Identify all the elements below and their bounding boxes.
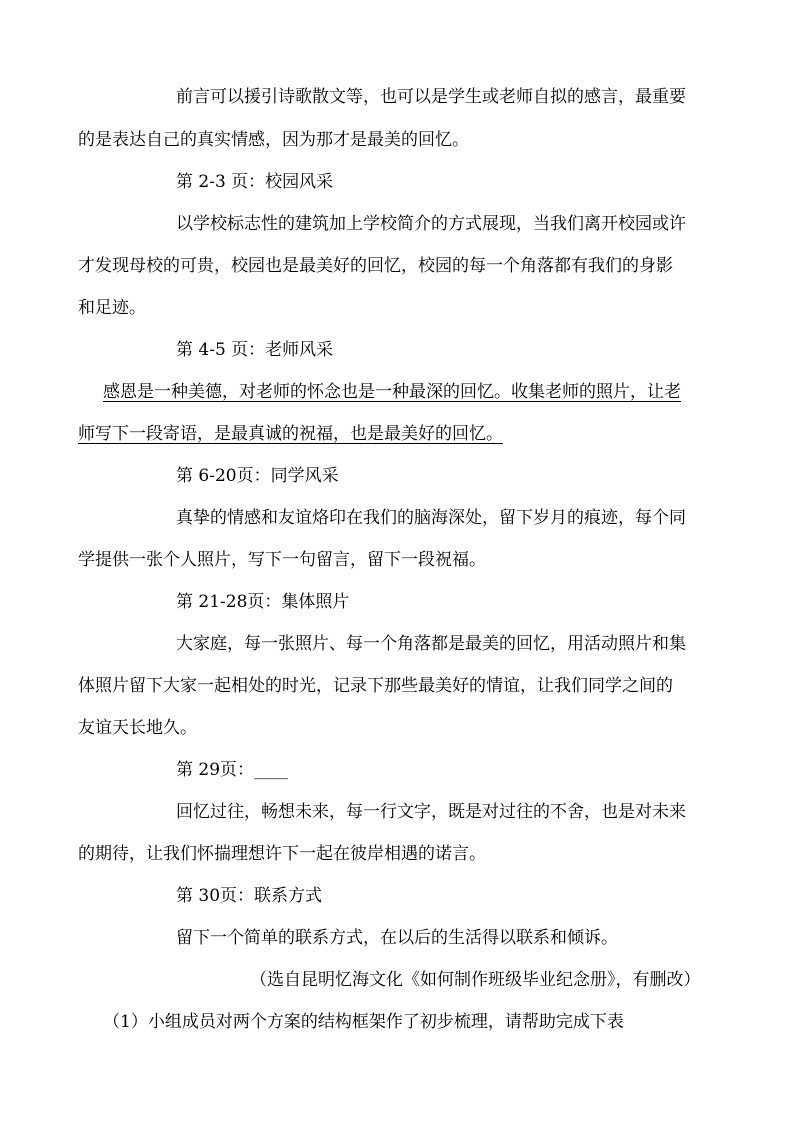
paragraph-preface-line-1: 前言可以援引诗歌散文等，也可以是学生或老师自拟的感言，最重要 bbox=[176, 87, 686, 107]
source-citation: （选自昆明忆海文化《如何制作班级毕业纪念册》，有删改） bbox=[250, 970, 701, 990]
paragraph-page-29-line-2: 的期待，让我们怀揣理想许下一起在彼岸相遇的诺言。 bbox=[78, 844, 486, 864]
paragraph-group-photos-line-2: 体照片留下大家一起相处的时光，记录下那些最美好的情谊，让我们同学之间的 bbox=[78, 676, 673, 696]
section-heading-page-29: 第 29页：____ bbox=[176, 760, 289, 780]
section-heading-classmates: 第 6-20页：同学风采 bbox=[176, 466, 339, 486]
paragraph-campus-line-2: 才发现母校的可贵，校园也是最美好的回忆，校园的每一个角落都有我们的身影 bbox=[78, 256, 673, 276]
section-heading-campus: 第 2-3 页：校园风采 bbox=[176, 172, 334, 192]
paragraph-teachers-line-2: 师写下一段寄语，是最真诚的祝福，也是最美好的回忆。 bbox=[78, 424, 503, 444]
section-heading-teachers: 第 4-5 页：老师风采 bbox=[176, 340, 334, 360]
section-heading-group-photos: 第 21-28页：集体照片 bbox=[176, 592, 350, 612]
paragraph-classmates-line-2: 学提供一张个人照片，写下一句留言，留下一段祝福。 bbox=[78, 550, 486, 570]
paragraph-preface-line-2: 的是表达自己的真实情感，因为那才是最美的回忆。 bbox=[78, 130, 469, 150]
paragraph-group-photos-line-3: 友谊天长地久。 bbox=[78, 718, 197, 738]
section-heading-contact: 第 30页：联系方式 bbox=[176, 886, 323, 906]
paragraph-campus-line-1: 以学校标志性的建筑加上学校简介的方式展现，当我们离开校园或许 bbox=[176, 214, 686, 234]
paragraph-classmates-line-1: 真挚的情感和友谊烙印在我们的脑海深处，留下岁月的痕迹，每个同 bbox=[176, 508, 686, 528]
paragraph-group-photos-line-1: 大家庭，每一张照片、每一个角落都是最美的回忆，用活动照片和集 bbox=[176, 634, 686, 654]
question-1-prompt: （1）小组成员对两个方案的结构框架作了初步梳理，请帮助完成下表 bbox=[103, 1012, 624, 1032]
paragraph-campus-line-3: 和足迹。 bbox=[78, 298, 146, 318]
paragraph-page-29-line-1: 回忆过往，畅想未来，每一行文字，既是对过往的不舍，也是对未来 bbox=[176, 802, 686, 822]
paragraph-teachers-line-1: 感恩是一种美德，对老师的怀念也是一种最深的回忆。收集老师的照片，让老 bbox=[103, 382, 681, 402]
paragraph-contact-line-1: 留下一个简单的联系方式，在以后的生活得以联系和倾诉。 bbox=[176, 928, 618, 948]
